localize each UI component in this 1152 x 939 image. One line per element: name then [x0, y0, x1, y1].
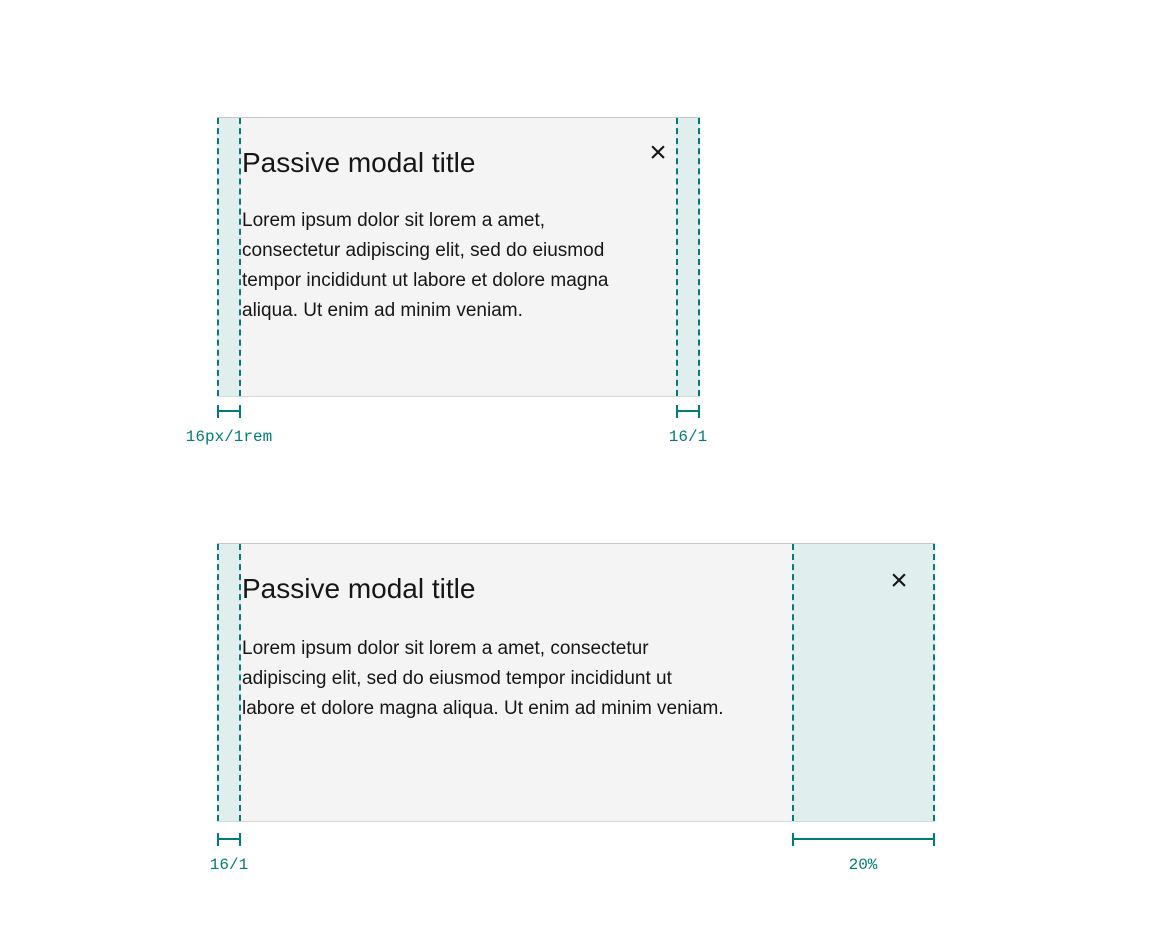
spacing-measurement-label: 16/1 [668, 428, 708, 446]
close-icon: × [649, 136, 667, 169]
modal-title: Passive modal title [242, 573, 476, 604]
close-button[interactable] [642, 137, 674, 169]
modal-body-text: Lorem ipsum dolor sit lorem a amet, consectetur adipiscing elit, sed do eiusmod tempor incididunt ut labore et dolore magna aliqua. Ut enim ad minim veniam. [242, 638, 724, 719]
measurement-bracket-right [792, 833, 935, 846]
close-icon: × [890, 564, 908, 597]
modal-body-text: Lorem ipsum dolor sit lorem a amet, consectetur adipiscing elit, sed do eiusmod tempor incididunt ut labore et dolore magna aliqua. Ut enim ad minim veniam. [242, 210, 609, 321]
measurement-bracket-right [676, 405, 700, 418]
measurement-bracket-left [217, 833, 241, 846]
spacing-highlight-left [217, 118, 241, 396]
spacing-measurement-label: 16px/1rem [185, 428, 273, 446]
modal-title: Passive modal title [242, 147, 476, 178]
spacing-highlight-right [676, 118, 700, 396]
spacing-measurement-label: 16/1 [209, 856, 249, 874]
measurement-bracket-left [217, 405, 241, 418]
close-button[interactable] [883, 565, 915, 597]
passive-modal-1 [217, 117, 700, 397]
spacing-measurement-label: 20% [848, 856, 878, 874]
spacing-highlight-left [217, 544, 241, 821]
passive-modal-2 [217, 543, 935, 822]
